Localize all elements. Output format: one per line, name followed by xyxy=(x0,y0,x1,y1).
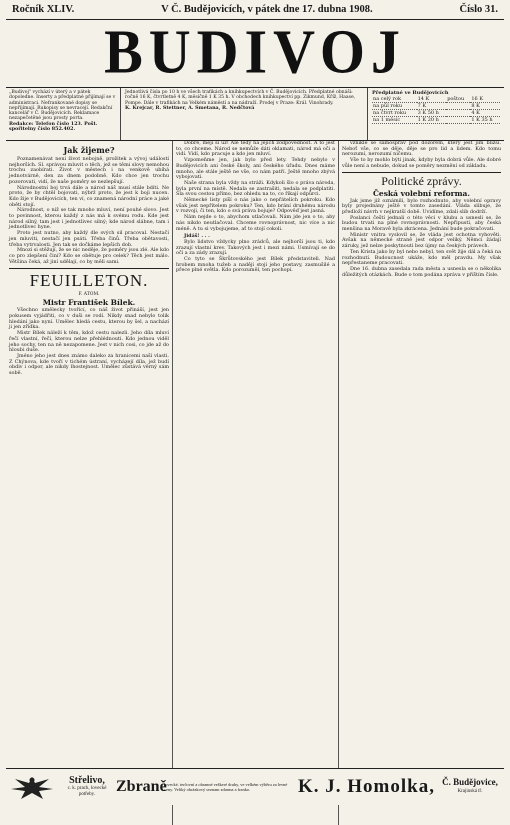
rate-row xyxy=(372,110,500,117)
column-2 xyxy=(172,141,338,825)
ad-city-name: Č. Budějovice, xyxy=(442,777,498,787)
paragraph: Jak jsme již oznámili, bylo rozhodnuto, aby volební opravy byly projednány ještě v tomto zasedání. Vláda slibuje, že předloží návrh v nejkratší době. Uvidíme, zdali slib dodrží. xyxy=(342,197,501,215)
rate-cell: 4 K xyxy=(470,110,500,117)
rate-cell: 8 K xyxy=(470,103,500,110)
paragraph: Německé listy píší o nás jako o nepřátelích pokroku. Kdo však jest nepřítelem pokroku? Ten, kdo brání druhému národu v rozvoji, či ten, kdo o svá práva bojuje? Odpověď jest jasná. xyxy=(176,197,335,215)
paragraph: Vše to by mohlo býti jinak, kdyby byla dobrá vůle. Ale dobré vůle není a nebude, dokud se poměry nezmění od základu. xyxy=(342,157,501,169)
ad-city xyxy=(439,777,501,797)
rates-table xyxy=(372,96,500,124)
rates-title: Předplatné ve Budějovicích xyxy=(372,90,449,96)
distribution-text: Jednotlivá čísla po 10 h ve všech trafikách a knihkupectvích v Č. Budějovicích. Předplatné obnáší: ročně 16 K, čtvrtletně 4 K, měsíčně 1 K 35 h. V obchodech knihkupectví pp. Zikmund, Kříž, Haase, Pompe. Dále v trafikách na Velkém náměstí a na nádraží. Prodej v Praze: Král. Vinohrady. xyxy=(125,90,356,106)
place-date: V Č. Budějovicích, v pátek dne 17. dubna 1908. xyxy=(161,4,373,15)
paragraph: Národnostní boj trvá dále a národ náš musí stále bdíti. Ne proto, že by chtěl bojovati, nýbrž proto, že jest k boji nucen. Kdo žije v Budějovicích, ten ví, co znamená národní práce a jaké oběti stojí. xyxy=(9,184,169,208)
paragraph: Mnozí si stěžují, že se nic neděje, že poměry jsou zlé. Ale kdo co pro zlepšení činí? Kdo se obětuje pro celek? Těch jest málo. Většina čeká, až jiní udělají, co by měli sami. xyxy=(9,247,169,265)
publication-info xyxy=(6,88,121,140)
rate-row xyxy=(372,117,500,124)
paragraph: Bylo lidstvo vždycky plno zrádců, ale nejhorší jsou ti, kdo zrazují vlastní krev. Takových jest i mezi námi. Usmívají se do očí a za zády zrazují. xyxy=(176,238,335,257)
feuilleton-author: F. ATOM. xyxy=(78,292,100,298)
paragraph: Naše strana byla vždy na stráži. Kdykoli šlo o práva národa, byla první na místě. Nedala se zastrašiti, nedala se podplatiti. Šla svou cestou přímo, bez ohledu na to, co říkají odpůrci. xyxy=(176,179,335,198)
ad-weapons: Zbraně xyxy=(116,778,167,795)
feuilleton-subtitle: Mistr František Bílek. xyxy=(42,298,136,308)
ad-ammo-sub: c. k. prach, lovecké potřeby. xyxy=(67,786,107,797)
paragraph: Dobře, mějí si už! Ale tedy na jejich zodpovědnost. A to jest to, co chceme. Národ se nemůže dáti oklamati, národ má oči a vidí. Vidí, kdo pracuje a kdo jen mluví. xyxy=(176,141,335,158)
rate-cell: na půl roku xyxy=(372,103,417,110)
distribution-info xyxy=(121,88,368,140)
rate-cell xyxy=(446,110,470,117)
rate-cell xyxy=(446,117,470,124)
volume-label: Ročník XLIV. xyxy=(12,4,75,15)
column-1 xyxy=(6,141,172,825)
article-heading: Jak žijeme? xyxy=(63,145,115,155)
paragraph: Vzpomeňme jen, jak bylo před lety. Tehdy nebylo v Budějovicích ani české školy, ani českého úřadu. Dnes máme mnoho, ale stále ještě ne vše, co nám patří. Ještě mnoho zbývá vybojovati. xyxy=(176,157,335,181)
newspaper-page xyxy=(6,4,504,805)
rate-cell: 7 K xyxy=(417,103,447,110)
rate-cell xyxy=(446,103,470,110)
publication-contact: Redakce: Telefon číslo 123. Pošt. spořitelny číslo 852.402. xyxy=(9,120,98,133)
rate-cell: 1 K 35 h xyxy=(470,117,500,124)
paragraph: Dne 16. dubna zasedala rada města a usnesla se o několika důležitých otázkách. Bude o tom podána zpráva v příštím čísle. xyxy=(342,265,501,278)
jidas-heading: Jidáš! . . . xyxy=(184,233,210,240)
rate-cell: na čtvrt roku xyxy=(372,110,417,117)
paragraph: Proto jest nutno, aby každý dle svých sil pracoval. Nestačí jen mluviti, nestačí jen psáti. Třeba činů. Třeba obětavosti, třeba vytrvalosti. Jen tak se dočkáme lepších dob. xyxy=(9,230,169,248)
paragraph: Co tyto se Škrůtovského jest Bílek představiteli. Nad hrobem mnoha tužeb a nadějí stojí jeho postavy, zasmušilé a přece plné světla. Kdo porozuměl, ten pochopí. xyxy=(176,256,335,274)
paragraph: vzniklé se samospráv pod dozorem, který jest jim bližší. Neboť vše, co se děje, děje se pro lid a lidem. Kdo tomu nerozumí, nerozumí ničemu. xyxy=(342,141,501,158)
eagle-emblem-icon xyxy=(6,772,58,802)
ad-company-name: K. J. Homolka, xyxy=(298,776,435,797)
publication-text: „Budivoj" vychází v úterý a v pátek dopoledne. Inserty a předplatné přijímají se v administraci. Nefrankované dopisy se nepřijímají. Rukopisy se nevracejí. Redakční kancelář v Č. Budějovicích. Reklamace nezapečetěné jsou prosty porta. xyxy=(9,90,116,122)
paragraph: Poslanci čeští jednali o této věci v klubu a usnesli se, že budou trvati na plné rovnoprávnosti. Nepřipustí, aby česká menšina na Moravě byla zkrácena. Jednání bude pokračovati. xyxy=(342,214,501,233)
paragraph: Ten Krista jako by byl nebo nebyl, ten svět žije dál a čeká na rozhodnutí. Budoucnost ukáže, kdo měl pravdu. My však nepřestaneme pracovati. xyxy=(342,248,501,267)
feuilleton-title: FEUILLETON. xyxy=(9,268,169,291)
masthead-title: BUDIVOJ xyxy=(104,16,406,87)
issue-number: Číslo 31. xyxy=(459,4,498,15)
rate-cell: 3 K 50 h xyxy=(417,110,447,117)
ad-city-sub: Krajinská tř. xyxy=(457,789,483,794)
paragraph: Všechno umělecky tvořící, co náš život přináší, jest jen pokusem vyjádřiti, co v duši se rodí. Nikdy snad nebylo tolik hledání jako nyní. Umělec hledá cestu, kterou by šel, a nachází ji jen zřídka. xyxy=(9,307,169,331)
paragraph: Ministr vnitra vyslovil se, že vláda jest ochotna vyhověti. Avšak na německé straně jest odpor veliký. Němci žádají záruky, jež nelze poskytnouti bez újmy na českých právech. xyxy=(342,231,501,250)
ad-ammo xyxy=(62,776,112,798)
paragraph: Nám nejde o to, abychom utlačovali. Nám jde jen o to, aby nás nikdo neutlačoval. Chceme rovnoprávnost, nic více a nic méně. A tu si vybojujeme, ať to stojí cokoli. xyxy=(176,214,335,232)
rate-cell: poštou xyxy=(446,96,470,103)
paragraph: Mistr Bílek náleží k těm, kdož cestu nalezli. Jeho díla mluví řečí vlastní, řečí, kterou nelze přehlédnouti. Kdo jednou viděl jeho sochy, ten na ně nezapomene. Jest v nich cosi, co jde až do hloubi duše. xyxy=(9,330,169,354)
distribution-names: K. Krejcar, R. Stettner, A. Smetana, R. Nedčtová xyxy=(125,104,255,111)
rate-cell: 1 K 20 h xyxy=(417,117,447,124)
politics-subhead: Česká volební reforma. xyxy=(372,188,471,198)
article-columns xyxy=(6,141,504,825)
rate-cell: na celý rok xyxy=(372,96,417,103)
paragraph: Jméno jeho jest dnes známo daleko za hranicemi naší vlasti. Z Chýnova, kde tvoří v tichém ústraní, vycházejí díla, jež budí obdiv i odpor, ale nikdy lhostejnost. Umělec zůstává věrný sám sobě. xyxy=(9,352,169,377)
rate-row xyxy=(372,103,500,110)
rate-cell: na 1 měsíc xyxy=(372,117,417,124)
paragraph: Národnost, o níž se tak mnoho mluví, není pouhé slovo. Jest to povinnost, kterou každý z nás má k svému rodu. Kde jest národ silný, tam jest i jednotlivec silný; kde národ slábne, tam i jednotlivec hyne. xyxy=(9,207,169,231)
rate-cell: 16 K xyxy=(470,96,500,103)
subscription-rates xyxy=(368,88,504,140)
ad-ammo-label: Střelivo, xyxy=(69,775,105,786)
rate-cell: 14 K xyxy=(417,96,447,103)
ad-description: lovecké, terčovní a obranné veškeré druhy, ve velkém výběru za levné ceny. Veliký obrázkový seznam zdarma a franko. xyxy=(164,781,288,792)
info-row xyxy=(6,87,504,141)
column-3 xyxy=(338,141,504,825)
paragraph: Poznamenávat není život nebojně, prožitek a vývoj událostí nejhorších. Sl. správou mluvit o těch, jež se těmi slovy nemohou trochu zaobírati. Život v městech i na venkově ubíhá jednotvárně, den za dnem podobně. Kdo chce jen trochu pozorovati, vidí, že naše poměry se nezlepšují. xyxy=(9,156,169,185)
politics-heading: Politické zprávy. xyxy=(342,172,501,189)
advertisement xyxy=(6,768,504,805)
